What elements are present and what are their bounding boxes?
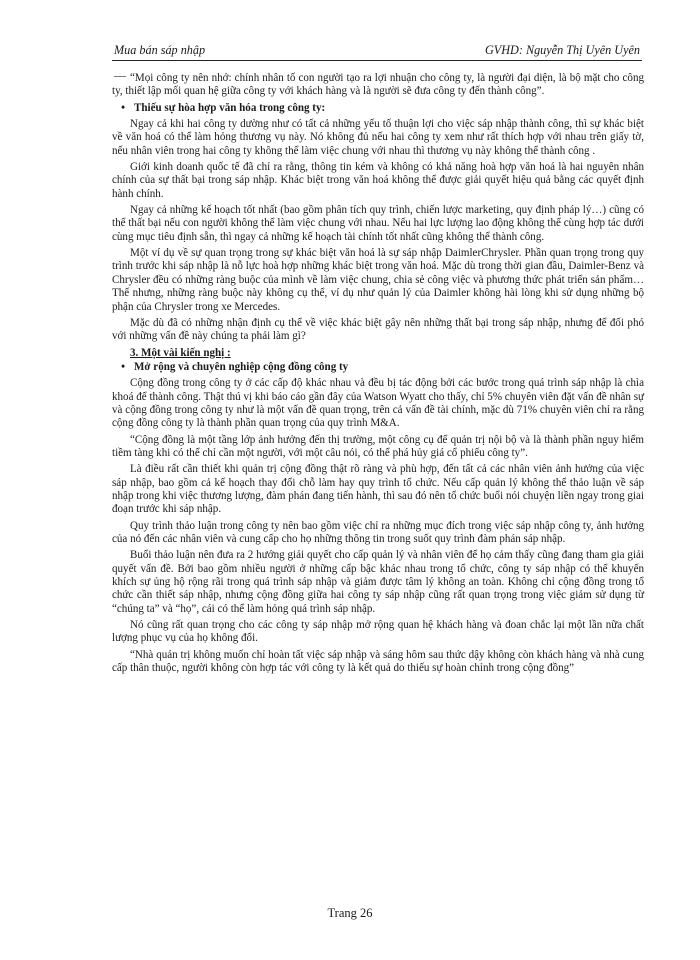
paragraph: Một ví dụ về sự quan trọng trong sự khác biệt văn hoá là sự sáp nhập DaimlerChrysler. Phần quan trọng trong quy trình trước khi sáp nhập là nỗ lực hoà hợp những khác biệt trong văn hoá. Mặc dù trong thời gian đầu, Daimler-Benz và Chrysler đều có những ràng buộc của mình về làm việc chung, chia sẻ công việc và phương thức phát triển sản phẩm… Thế nhưng, những ràng buộc này không cụ thể, ví dụ như quản lý của Daimler không hài lòng khi sử dụng những bộ phận của Chrysler trong xe Mercedes. bbox=[112, 247, 644, 313]
bullet-icon: • bbox=[121, 360, 125, 373]
paragraph: Cộng đồng trong công ty ở các cấp độ khác nhau và đều bị tác động bởi các bước trong quá trình sáp nhập là chìa khoá để thành công. Thật thú vị khi báo cáo gần đây của Watson Wyatt cho thấy, chỉ 5% chuyên viên đặt vấn đề nhân sự và cộng đồng trong công ty như là một vấn đề quan trọng, trên cả vấn đề tài chính, mặc dù 71% chuyên viên chỉ ra rằng cộng đồng công ty là thành phần quan trọng của quy trình M&A. bbox=[112, 377, 644, 430]
page-header bbox=[112, 42, 642, 61]
paragraph: Nó cũng rất quan trọng cho các công ty sáp nhập mở rộng quan hệ khách hàng và đoan chắc lại một lần nữa chất lượng phục vụ của họ không đổi. bbox=[112, 619, 644, 645]
paragraph: Mặc dù đã có những nhận định cụ thể về việc khác biệt gây nên những thất bại trong sáp nhập, nhưng để đối phó với những vấn đề này chúng ta phải làm gì? bbox=[112, 316, 644, 343]
bullet-heading-communication bbox=[112, 361, 644, 374]
paragraph: Buổi thảo luận nên đưa ra 2 hướng giải quyết cho cấp quản lý và nhân viên để họ cảm thấy cũng đang tham gia giải quyết vấn đề. Bởi bao gồm nhiều người ở những cấp bậc khác nhau trong tổ chức, công ty sáp nhập có thể khuyến khích sự ủng hộ rộng rãi trong quá trình sáp nhập và giảm được tâm lý không an toàn. Không chỉ cộng đồng trong tổ chức cần thiết sáp nhập, nhưng cộng đồng giữa hai công ty sáp nhập cũng rất quan trọng trong việc giảm sử dụng từ “chúng ta” và “họ”, cái có thể làm hỏng quá trình sáp nhập. bbox=[112, 549, 644, 615]
bullet-heading-culture bbox=[112, 102, 644, 115]
paragraph: Ngay cả những kế hoạch tốt nhất (bao gồm phân tích quy trình, chiến lược marketing, quy định pháp lý…) cũng có thể thất bại nếu con người không thể làm việc chung với nhau. Nếu hai lực lượng lao động không thể cùng hợp tác dưới cùng mục tiêu định sẵn, thì ngay cả những kế hoạch tài chính tốt nhất cũng không thể thành công. bbox=[112, 204, 644, 243]
bullet-heading-text: Thiếu sự hòa hợp văn hóa trong công ty: bbox=[134, 101, 326, 114]
header-title: Mua bán sáp nhập bbox=[114, 43, 206, 57]
paragraph: Ngay cả khi hai công ty dường như có tất cả những yếu tố thuận lợi cho việc sáp nhập thành công, thì sự khác biệt về văn hoá có thể làm hỏng thương vụ này. Nó không đủ nếu hai công ty xem như rất thích hợp với nhau trên giấy tờ, nếu nhân viên trong hai công ty không thể làm việc chung với nhau thì thương vụ này không thể thành công . bbox=[112, 118, 644, 157]
header-instructor: GVHD: Nguyễn Thị Uyên Uyên bbox=[484, 43, 640, 57]
section-heading-recommendations: 3. Một vài kiến nghị : bbox=[130, 346, 231, 359]
paragraph: Quy trình thảo luận trong công ty nên bao gồm việc chỉ ra những mục đích trong việc sáp nhập công ty, ảnh hưởng của nó đến các nhân viên và cung cấp cho họ những thông tin trong suốt quy trình đàm phán sáp nhập. bbox=[112, 519, 644, 545]
paragraph: “Cộng đồng là một tầng lớp ảnh hưởng đến thị trường, một công cụ để quản trị nội bộ và là thành phần nguy hiểm tiềm tàng khi có thể chỉ cần một người, với một câu nói, có thể phá hủy giá cổ phiếu công ty”. bbox=[112, 433, 644, 459]
bullet-heading-text: Mở rộng và chuyên nghiệp cộng đồng công ty bbox=[134, 360, 349, 373]
paragraph: Là điều rất cần thiết khi quản trị cộng đồng thật rõ ràng và phù hợp, đến tất cả các nhân viên ảnh hưởng của việc sáp nhập, bao gồm cả kế hoạch thay đổi chỗ làm hay quy trình tổ chức. Nếu cấp quản lý không thể thảo luận về sáp nhập trong khi việc thương lượng, đàm phán đang tiến hành, thì sau đó nên tổ chức buổi nói chuyện liền ngay trong giai đoạn trước khi sáp nhập. bbox=[112, 463, 644, 516]
page-number: Trang 26 bbox=[327, 906, 373, 920]
bullet-icon: • bbox=[121, 101, 125, 114]
page-marker: __ bbox=[114, 64, 126, 78]
document-body bbox=[112, 72, 644, 678]
paragraph: Giới kinh doanh quốc tế đã chỉ ra rằng, thông tin kém và không có khả năng hoà hợp văn hoá là hai nguyên nhân chính của sự thất bại trong sáp nhập. Khác biệt trong văn hoá không thể được giải quyết hiệu quả bằng các quyết định hành chính. bbox=[112, 161, 644, 200]
paragraph: “Nhà quản trị không muốn chỉ hoàn tất việc sáp nhập và sáng hôm sau thức dậy không còn khách hàng và nhà cung cấp thân thuộc, người không còn hợp tác với công ty là kết quả do thiếu sự hoàn chỉnh trong cộng đồng” bbox=[112, 648, 644, 675]
paragraph-quote-people: “Mọi công ty nên nhớ: chính nhân tố con người tạo ra lợi nhuận cho công ty, là người đại diện, là bộ mặt cho công ty, thiết lập mối quan hệ giữa công ty với khách hàng và là người sẽ đưa công ty đến thành công”. bbox=[112, 72, 644, 98]
